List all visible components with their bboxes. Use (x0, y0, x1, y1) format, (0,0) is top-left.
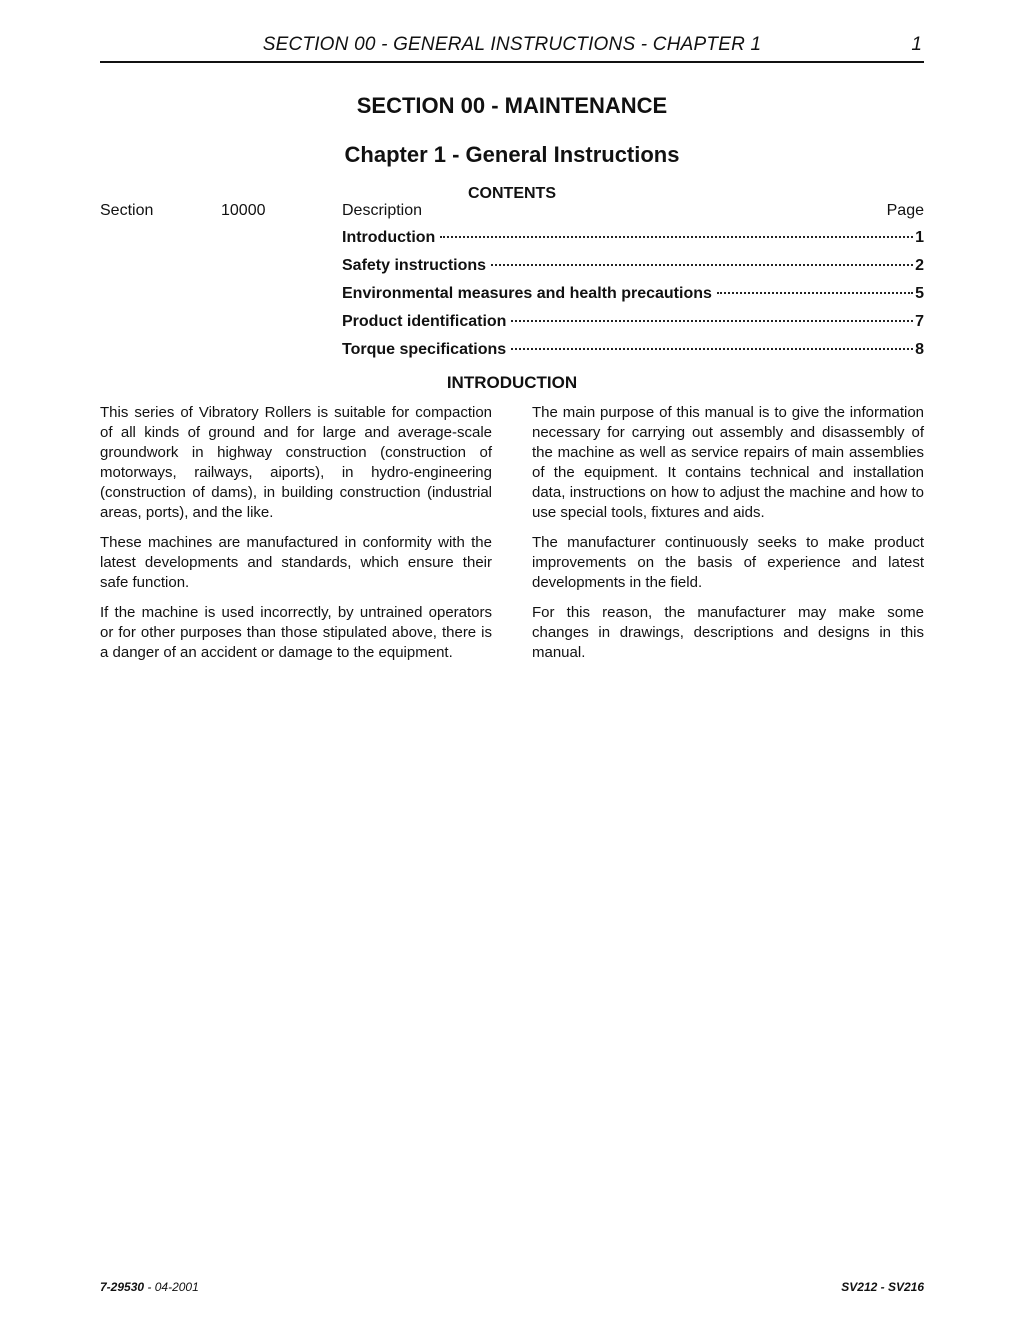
paragraph: The main purpose of this manual is to give the information necessary for carrying out assembly and disassembly of the machine as well as service repairs of main assemblies of the equipment. It contains technical and installation data, instructions on how to adjust the machine and how to use special tools, fixtures and aids. (532, 404, 924, 521)
toc-section-label: Section (100, 202, 154, 219)
introduction-left-column (100, 403, 492, 673)
footer-date: 04-2001 (154, 1280, 199, 1294)
footer-models: SV212 - SV216 (841, 1280, 924, 1294)
introduction-heading: INTRODUCTION (446, 373, 578, 392)
toc-entry-page: 5 (915, 285, 924, 302)
toc-entry-safety-instructions[interactable] (342, 257, 924, 285)
paragraph: For this reason, the manufacturer may make some changes in drawings, descriptions and designs in this manual. (532, 604, 924, 661)
toc-header-row (100, 202, 924, 222)
chapter-title: Chapter 1 - General Instructions (344, 142, 680, 167)
toc-leader-dots (511, 320, 913, 322)
header-title: SECTION 00 - GENERAL INSTRUCTIONS - CHAPTER 1 (262, 34, 762, 55)
toc-entry-product-identification[interactable] (342, 313, 924, 341)
introduction-right-column (532, 403, 924, 673)
paragraph: The manufacturer continuously seeks to make product improvements on the basis of experience and latest developments in the field. (532, 534, 924, 591)
footer-separator: - (144, 1280, 155, 1294)
toc-leader-dots (440, 236, 913, 238)
toc-entry-title: Product identification (342, 313, 507, 330)
footer-doc-number: 7-29530 (100, 1280, 145, 1294)
toc-entry-title: Safety instructions (342, 257, 487, 274)
paragraph: These machines are manufactured in conformity with the latest developments and standards, which ensure their safe function. (100, 534, 492, 591)
toc-entry-environmental-measures[interactable] (342, 285, 924, 313)
toc-entry-page: 8 (915, 341, 924, 358)
toc-leader-dots (491, 264, 913, 266)
page-header (100, 32, 924, 63)
toc-leader-dots (717, 292, 913, 294)
toc-entry-page: 2 (915, 257, 924, 274)
toc-entry-torque-specifications[interactable] (342, 341, 924, 369)
toc-entry-title: Environmental measures and health precautions (342, 285, 712, 302)
toc-section-number: 10000 (221, 202, 266, 219)
footer-doc-info (100, 1280, 199, 1294)
header-page-number: 1 (911, 34, 922, 55)
toc-description-label: Description (342, 202, 423, 219)
toc-entry-page: 7 (915, 313, 924, 330)
toc-page-label: Page (886, 202, 924, 219)
contents-heading: CONTENTS (468, 185, 556, 202)
toc-entry-introduction[interactable] (342, 229, 924, 257)
paragraph: This series of Vibratory Rollers is suitable for compaction of all kinds of ground and for large and average-scale groundwork in highway construction (construction of motorways, railways, aiports), in hydro-engineering (construction of dams), in building construction (industrial areas, ports), and the like. (100, 404, 492, 521)
toc-list (342, 229, 924, 369)
paragraph: If the machine is used incorrectly, by untrained operators or for other purposes than those stipulated above, there is a danger of an accident or damage to the equipment. (100, 604, 492, 661)
toc-entry-page: 1 (915, 229, 924, 246)
toc-entry-title: Introduction (342, 229, 436, 246)
section-title: SECTION 00 - MAINTENANCE (356, 93, 668, 118)
toc-entry-title: Torque specifications (342, 341, 507, 358)
toc-leader-dots (511, 348, 913, 350)
